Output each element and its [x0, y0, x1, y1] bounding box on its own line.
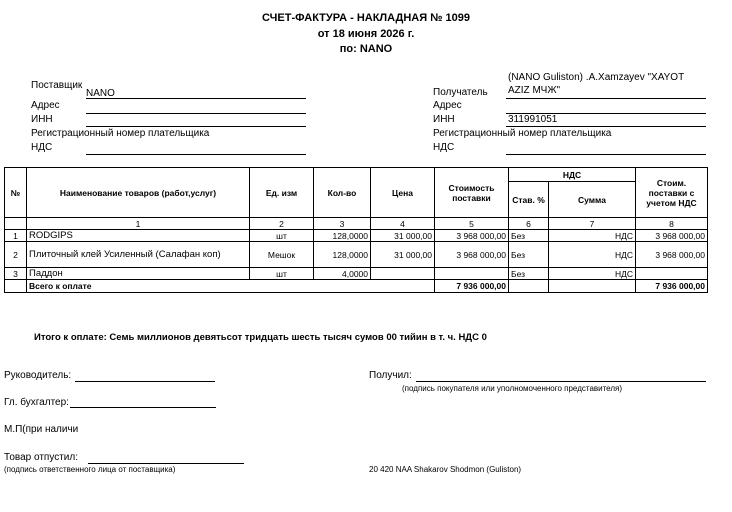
row-rate: Без: [509, 242, 549, 268]
recipient-reg-label: Регистрационный номер плательщика: [433, 128, 612, 139]
total-blank: [549, 280, 636, 293]
amount-in-words: Итого к оплате: Семь миллионов девятьсот тридцать шесть тысяч сумов 00 тийин в т. ч. НДС 0: [34, 332, 487, 343]
header-rate: Став. %: [509, 182, 549, 218]
supplier-address-line: [86, 113, 306, 114]
total-blank: [5, 280, 27, 293]
row-name: Плиточный клей Усиленный (Салафан коп): [27, 242, 250, 268]
director-signature-line: [75, 381, 215, 382]
row-rate: Без: [509, 268, 549, 280]
received-signature-line: [416, 381, 706, 382]
row-sum: НДС: [549, 268, 636, 280]
row-cost: 3 968 000,00: [435, 230, 509, 242]
header-name: Наименование товаров (работ,услуг): [27, 168, 250, 218]
stamp-label: М.П(при наличи: [4, 424, 79, 435]
recipient-nds-label: НДС: [433, 142, 455, 153]
header-unit: Ед. изм: [250, 168, 314, 218]
recipient-nds-line: [506, 154, 706, 155]
received-caption: (подпись покупателя или уполномоченного представителя): [402, 384, 623, 393]
row-name: RODGIPS: [27, 230, 250, 242]
recipient-inn-label: ИНН: [433, 114, 455, 125]
proxy-text: 20 420 NAA Shakarov Shodmon (Guliston): [369, 465, 522, 474]
table-header-row: [5, 168, 708, 182]
row-price: [371, 268, 435, 280]
table-row: [5, 242, 708, 268]
table-row: [5, 230, 708, 242]
document-title: СЧЕТ-ФАКТУРА - НАКЛАДНАЯ № 1099: [262, 12, 470, 24]
recipient-inn-value: 311991051: [508, 114, 558, 125]
row-num: 2: [5, 242, 27, 268]
row-total: 3 968 000,00: [636, 242, 708, 268]
total-sum: 7 936 000,00: [636, 280, 708, 293]
accountant-signature-line: [70, 407, 216, 408]
recipient-value-line2: AZIZ МЧЖ": [508, 85, 561, 96]
header-sum: Сумма: [549, 182, 636, 218]
recipient-value-line1: (NANO Guliston) .A.Xamzayev "XAYOT: [508, 72, 685, 83]
supplier-value: NANO: [86, 88, 115, 99]
document-basis: по: NANO: [339, 43, 393, 55]
col-number: 8: [636, 218, 708, 230]
recipient-inn-line: [506, 126, 706, 127]
row-qty: 128,0000: [314, 230, 371, 242]
received-label: Получил:: [369, 370, 412, 381]
header-cost: Стоимость поставки: [435, 168, 509, 218]
col-number: 7: [549, 218, 636, 230]
col-number: 2: [250, 218, 314, 230]
supplier-address-label: Адрес: [31, 100, 60, 111]
row-sum: НДС: [549, 242, 636, 268]
recipient-address-label: Адрес: [433, 100, 462, 111]
total-label: Всего к оплате: [27, 280, 435, 293]
row-rate: Без: [509, 230, 549, 242]
header-num: №: [5, 168, 27, 218]
column-number-row: [5, 218, 708, 230]
invoice-table: [4, 167, 708, 293]
col-number: 4: [371, 218, 435, 230]
released-signature-line: [88, 463, 244, 464]
header-price: Цена: [371, 168, 435, 218]
supplier-label: Поставщик: [31, 80, 83, 91]
supplier-nds-label: НДС: [31, 142, 53, 153]
released-label: Товар отпустил:: [4, 452, 78, 463]
supplier-inn-line: [86, 126, 306, 127]
row-name: Паддон: [27, 268, 250, 280]
released-caption: (подпись ответственного лица от поставщика): [4, 465, 176, 474]
header-nds: НДС: [509, 168, 636, 182]
row-cost: 3 968 000,00: [435, 242, 509, 268]
document-date: от 18 июня 2026 г.: [317, 28, 415, 40]
supplier-reg-label: Регистрационный номер плательщика: [31, 128, 210, 139]
row-num: 3: [5, 268, 27, 280]
header-total: Стоим. поставки с учетом НДС: [636, 168, 708, 218]
supplier-line: [86, 98, 306, 99]
supplier-inn-label: ИНН: [31, 114, 53, 125]
accountant-label: Гл. бухгалтер:: [4, 397, 69, 408]
row-qty: 128,0000: [314, 242, 371, 268]
row-price: 31 000,00: [371, 230, 435, 242]
director-label: Руководитель:: [4, 370, 72, 381]
row-unit: Мешок: [250, 242, 314, 268]
col-number: 5: [435, 218, 509, 230]
col-number: 1: [27, 218, 250, 230]
total-blank: [509, 280, 549, 293]
total-cost: 7 936 000,00: [435, 280, 509, 293]
total-row: [5, 280, 708, 293]
row-num: 1: [5, 230, 27, 242]
row-price: 31 000,00: [371, 242, 435, 268]
table-row: [5, 268, 708, 280]
header-qty: Кол-во: [314, 168, 371, 218]
recipient-line: [506, 98, 706, 99]
row-qty: 4,0000: [314, 268, 371, 280]
row-total: 3 968 000,00: [636, 230, 708, 242]
recipient-label: Получатель: [433, 87, 488, 98]
col-number: 6: [509, 218, 549, 230]
col-number: 3: [314, 218, 371, 230]
row-total: [636, 268, 708, 280]
row-cost: [435, 268, 509, 280]
col-number-blank: [5, 218, 27, 230]
row-sum: НДС: [549, 230, 636, 242]
row-unit: шт: [250, 230, 314, 242]
supplier-nds-line: [86, 154, 306, 155]
row-unit: шт: [250, 268, 314, 280]
